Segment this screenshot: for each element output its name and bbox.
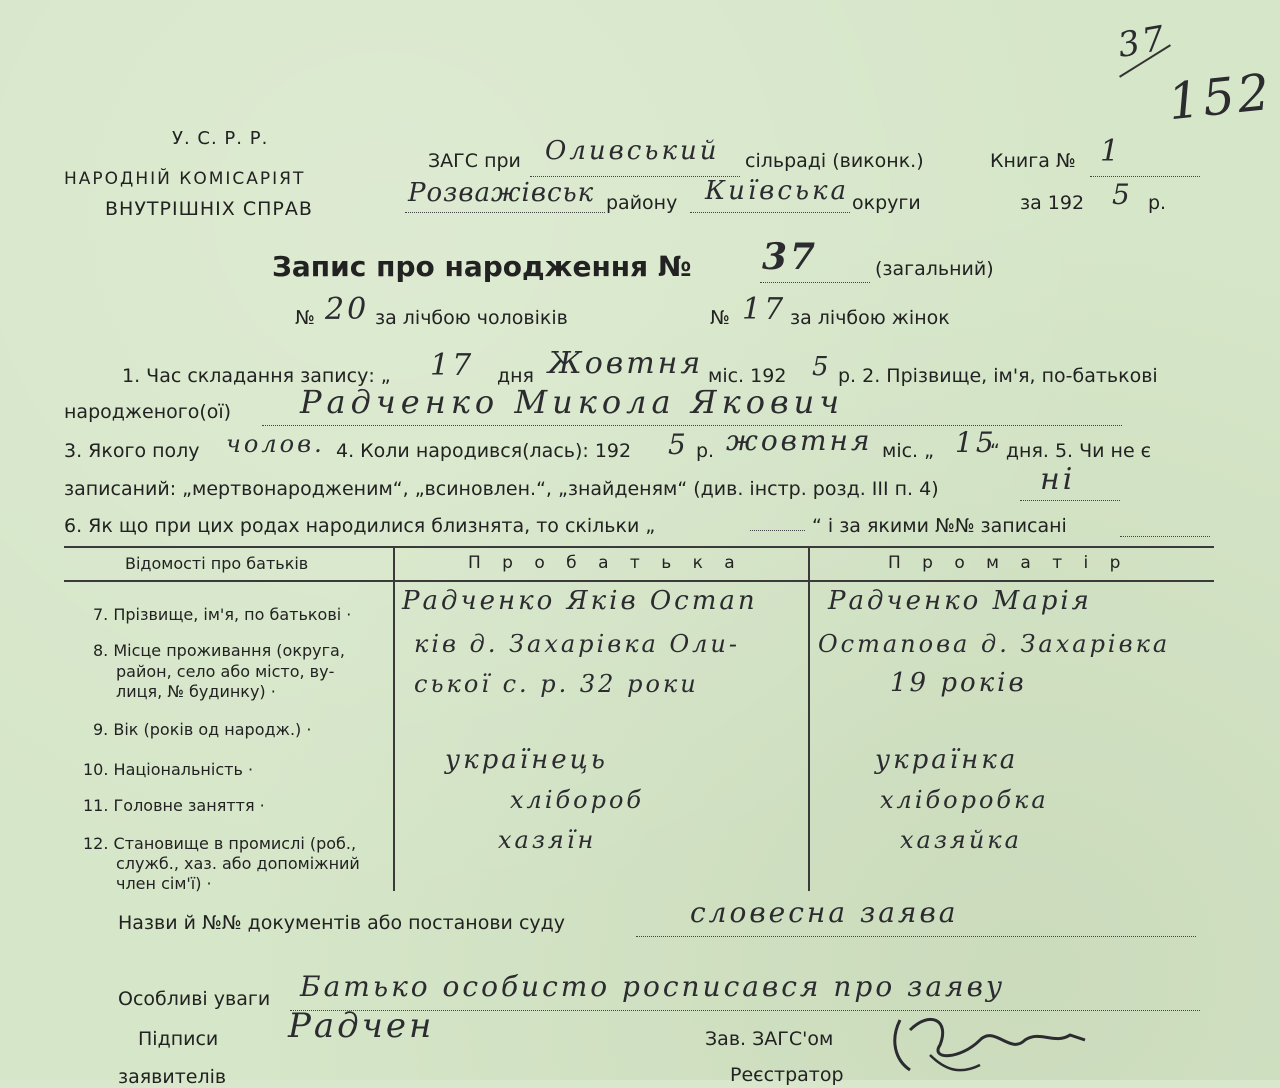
table-head-rule: [64, 580, 1214, 582]
q6-label: 6. Як що при цих родах народилися близнята, то скільки „: [64, 515, 656, 537]
row-label-11: 11. Головне заняття ·: [83, 796, 265, 815]
rayon-value: Розважівськ: [408, 178, 595, 208]
male-prefix: №: [295, 307, 315, 329]
row-label-7: 7. Прізвище, ім'я, по батькові ·: [93, 605, 352, 624]
col-father-header: П р о б а т ь к а: [468, 553, 743, 573]
table-col-divider-1: [393, 546, 395, 891]
row-label-10: 10. Національність ·: [83, 760, 254, 779]
record-title: Запис про народження №: [272, 250, 692, 283]
q2-label: народженого(ої): [64, 401, 232, 423]
q4-month-label: міс. „: [882, 440, 934, 462]
father-name: Радченко Яків Остап: [402, 586, 758, 616]
q4-day-label: “ дня. 5. Чи не є: [990, 440, 1152, 462]
archive-corner-number: 37: [1114, 18, 1171, 66]
republic-label: У. С. Р. Р.: [172, 128, 269, 149]
book-value: 1: [1100, 134, 1123, 169]
head-label: Зав. ЗАГС'ом: [705, 1028, 834, 1050]
selrada-value: Оливський: [545, 136, 720, 166]
docs-value: словесна заява: [690, 896, 959, 929]
row-label-8b: район, село або місто, ву-: [116, 662, 335, 681]
okruga-value: Київська: [705, 176, 850, 206]
year-prefix: за 192: [1020, 192, 1085, 214]
col-mother-header: П р о м а т і р: [888, 553, 1129, 573]
father-status: хазяїн: [498, 826, 597, 854]
archive-page-number: 152: [1165, 62, 1276, 132]
row-label-12b: служб., хаз. або допоміжний: [116, 854, 360, 873]
father-address-2: ської с. р. 32 роки: [414, 670, 699, 698]
book-line: [1090, 176, 1200, 177]
q4-label: 4. Коли народився(лась): 192: [336, 440, 632, 462]
q4-day: 15: [955, 426, 997, 459]
q1-label: 1. Час складання запису: „: [122, 365, 391, 387]
row-label-9: 9. Вік (років од народж.) ·: [93, 720, 312, 739]
docs-line: [636, 936, 1196, 937]
head-signature: [870, 1000, 1100, 1080]
female-prefix: №: [710, 307, 730, 329]
father-address-1: ків д. Захарівка Оли-: [414, 630, 740, 658]
q6-line: [1120, 536, 1210, 537]
q1-day: 17: [430, 348, 475, 383]
row-label-12c: член сім'ї) ·: [116, 874, 212, 893]
year-value: 5: [1112, 178, 1133, 211]
q1-month-label: міс. 192: [708, 365, 787, 387]
row-label-12a: 12. Становище в промислі (роб.,: [83, 834, 357, 853]
mother-name: Радченко Марія: [828, 586, 1092, 616]
q5-label: записаний: „мертвонародженим“, „всиновлен.“, „знайденям“ (див. інстр. розд. III п. 4): [64, 478, 939, 500]
row-label-8c: лиця, № будинку) ·: [116, 682, 276, 701]
docs-label: Назви й №№ документів або постанови суду: [118, 912, 566, 934]
col-info-header: Відомості про батьків: [125, 554, 309, 573]
q1-year-label: р. 2. Прізвище, ім'я, по-батькові: [838, 365, 1158, 387]
mother-nationality: українка: [875, 745, 1019, 775]
commissariat-line2: ВНУТРІШНІХ СПРАВ: [105, 198, 313, 220]
record-number: 37: [762, 236, 819, 278]
registrar-label: Реєстратор: [730, 1064, 844, 1086]
mother-status: хазяйка: [900, 826, 1022, 854]
father-nationality: українець: [445, 745, 608, 775]
table-top-rule: [64, 546, 1214, 548]
q4-year: 5: [668, 428, 689, 461]
q6-dots: [750, 530, 805, 531]
sign-label-2: заявителів: [118, 1066, 227, 1088]
table-col-divider-2: [808, 546, 810, 891]
notes-label: Особливі уваги: [118, 988, 271, 1010]
q1-year: 5: [812, 352, 832, 382]
q5-value: ні: [1040, 462, 1076, 497]
okruga-label: округи: [852, 192, 921, 214]
q4-month: жовтня: [726, 424, 873, 457]
male-label: за лічбою чоловіків: [375, 307, 568, 329]
row-label-8a: 8. Місце проживання (округа,: [93, 641, 345, 660]
female-number: 17: [742, 292, 787, 327]
male-number: 20: [325, 292, 370, 327]
rayon-label: району: [606, 192, 678, 214]
mother-age: 19 років: [890, 668, 1027, 698]
year-suffix: р.: [1148, 192, 1167, 214]
applicant-signature: Радчен: [288, 1006, 435, 1046]
q6-mid: “ і за якими №№ записані: [812, 515, 1067, 537]
father-occupation: хлібороб: [510, 786, 645, 814]
q2-value: Радченко Микола Якович: [300, 383, 845, 421]
q5-line: [1020, 500, 1120, 501]
general-label: (загальний): [875, 258, 994, 280]
selrada-label: сільраді (виконк.): [745, 150, 924, 172]
book-label: Книга №: [990, 150, 1076, 172]
q3-value: чолов.: [226, 430, 325, 458]
q4-year-label: р.: [696, 440, 715, 462]
sign-label: Підписи: [138, 1028, 219, 1050]
q1-day-label: дня: [497, 365, 534, 387]
female-label: за лічбою жінок: [790, 307, 950, 329]
q3-label: 3. Якого полу: [64, 440, 200, 462]
commissariat-line1: НАРОДНІЙ КОМІСАРІЯТ: [64, 169, 306, 189]
notes-value: Батько особисто росписався про заяву: [300, 970, 1006, 1003]
record-number-line: [760, 282, 870, 283]
q1-month: Жовтня: [548, 346, 704, 381]
mother-address-1: Остапова д. Захарівка: [818, 630, 1171, 658]
zags-label: ЗАГС при: [428, 150, 521, 172]
rayon-line: [405, 212, 605, 213]
mother-occupation: хліборобка: [880, 786, 1049, 814]
okruga-line: [690, 212, 850, 213]
